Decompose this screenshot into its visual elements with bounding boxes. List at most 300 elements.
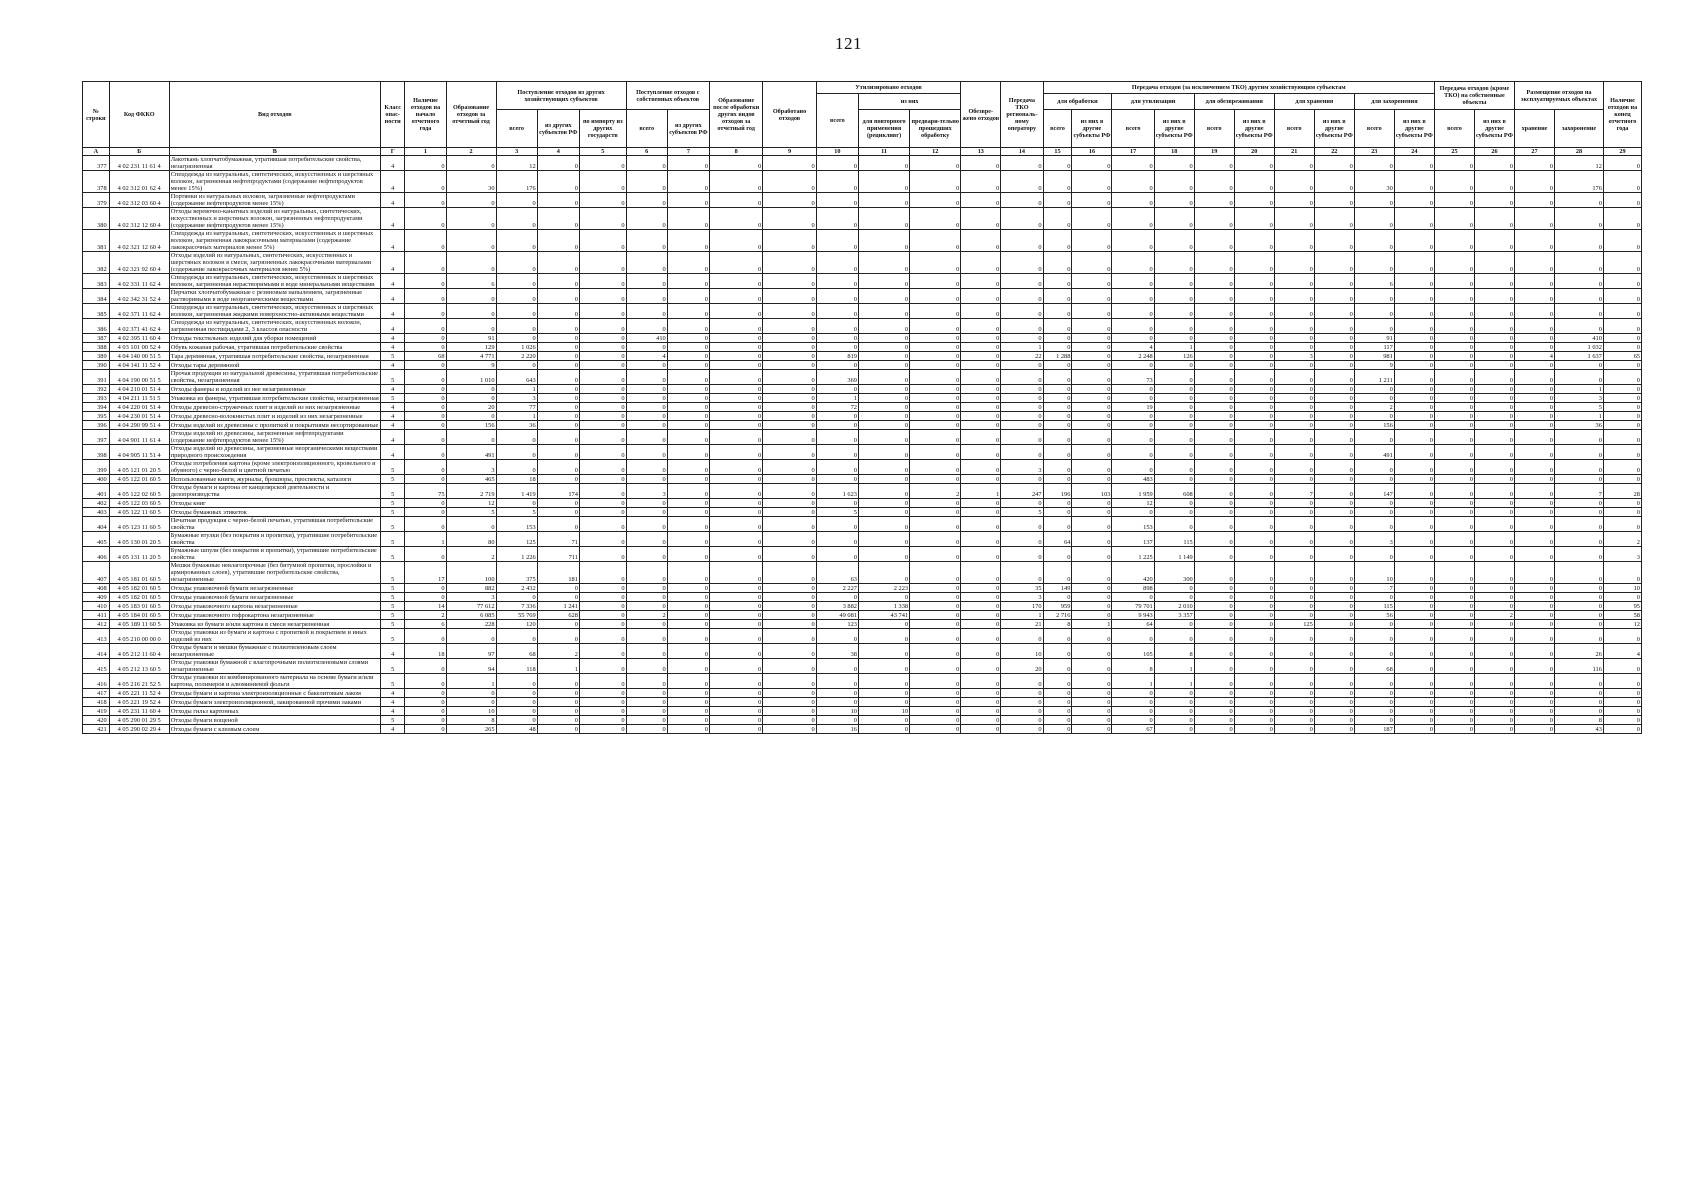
value-cell: 0 bbox=[1603, 499, 1641, 508]
value-cell: 0 bbox=[667, 403, 709, 412]
value-cell: 0 bbox=[910, 230, 961, 252]
value-cell: 0 bbox=[1234, 659, 1274, 674]
value-cell: 0 bbox=[1514, 620, 1554, 629]
value-cell: 1 bbox=[537, 659, 579, 674]
value-cell: 0 bbox=[1072, 593, 1112, 602]
value-cell: 0 bbox=[1603, 394, 1641, 403]
row-number: 411 bbox=[83, 611, 110, 620]
value-cell: 0 bbox=[1274, 156, 1314, 171]
value-cell: 0 bbox=[1154, 508, 1194, 517]
column-index: 4 bbox=[537, 148, 579, 156]
value-cell: 0 bbox=[710, 460, 763, 475]
value-cell: 0 bbox=[1603, 274, 1641, 289]
value-cell: 0 bbox=[1274, 319, 1314, 334]
value-cell: 0 bbox=[961, 689, 1001, 698]
table-row bbox=[83, 370, 1642, 385]
value-cell: 0 bbox=[763, 484, 816, 499]
value-cell: 0 bbox=[1474, 698, 1514, 707]
value-cell: 0 bbox=[763, 156, 816, 171]
row-number: 401 bbox=[83, 484, 110, 499]
value-cell: 0 bbox=[1274, 716, 1314, 725]
value-cell: 0 bbox=[1314, 460, 1354, 475]
value-cell: 0 bbox=[1234, 230, 1274, 252]
value-cell: 0 bbox=[579, 361, 626, 370]
value-cell: 0 bbox=[858, 644, 909, 659]
value-cell: 628 bbox=[537, 611, 579, 620]
value-cell: 0 bbox=[858, 517, 909, 532]
value-cell: 0 bbox=[858, 421, 909, 430]
value-cell: 0 bbox=[710, 319, 763, 334]
value-cell: 0 bbox=[1043, 370, 1072, 385]
value-cell: 0 bbox=[763, 499, 816, 508]
value-cell: 0 bbox=[1314, 156, 1354, 171]
value-cell: 0 bbox=[626, 208, 667, 230]
value-cell: 0 bbox=[1474, 403, 1514, 412]
value-cell: 0 bbox=[1112, 361, 1154, 370]
value-cell: 0 bbox=[446, 430, 496, 445]
value-cell: 0 bbox=[1354, 430, 1394, 445]
fkko-code: 4 04 211 11 51 5 bbox=[109, 394, 169, 403]
value-cell: 28 bbox=[1603, 484, 1641, 499]
value-cell: 0 bbox=[626, 584, 667, 593]
fkko-code: 4 04 901 11 61 4 bbox=[109, 430, 169, 445]
value-cell: 0 bbox=[446, 230, 496, 252]
row-number: 393 bbox=[83, 394, 110, 403]
value-cell: 0 bbox=[1354, 620, 1394, 629]
value-cell: 0 bbox=[496, 445, 537, 460]
value-cell: 0 bbox=[1154, 274, 1194, 289]
value-cell: 0 bbox=[1474, 274, 1514, 289]
value-cell: 0 bbox=[1274, 707, 1314, 716]
value-cell: 0 bbox=[858, 352, 909, 361]
value-cell: 1 bbox=[405, 532, 446, 547]
value-cell: 0 bbox=[1434, 517, 1474, 532]
value-cell: 0 bbox=[537, 412, 579, 421]
value-cell: 0 bbox=[1154, 445, 1194, 460]
value-cell: 0 bbox=[1274, 611, 1314, 620]
value-cell: 0 bbox=[1555, 629, 1604, 644]
value-cell: 0 bbox=[579, 517, 626, 532]
hazard-class: 4 bbox=[380, 319, 404, 334]
value-cell: 0 bbox=[816, 421, 858, 430]
value-cell: 0 bbox=[1154, 475, 1194, 484]
value-cell: 0 bbox=[1394, 620, 1434, 629]
value-cell: 0 bbox=[579, 644, 626, 659]
hazard-class: 5 bbox=[380, 620, 404, 629]
fkko-code: 4 05 290 01 29 5 bbox=[109, 716, 169, 725]
fkko-code: 4 04 140 00 51 5 bbox=[109, 352, 169, 361]
value-cell: 0 bbox=[1194, 620, 1234, 629]
value-cell: 0 bbox=[858, 508, 909, 517]
row-number: 398 bbox=[83, 445, 110, 460]
value-cell: 12 bbox=[1112, 499, 1154, 508]
value-cell: 0 bbox=[1072, 343, 1112, 352]
row-number: 380 bbox=[83, 208, 110, 230]
value-cell: 0 bbox=[1234, 385, 1274, 394]
value-cell: 0 bbox=[1274, 304, 1314, 319]
value-cell: 0 bbox=[405, 370, 446, 385]
value-cell: 0 bbox=[1514, 343, 1554, 352]
value-cell: 0 bbox=[1043, 562, 1072, 584]
value-cell: 0 bbox=[1154, 403, 1194, 412]
value-cell: 0 bbox=[626, 725, 667, 734]
header-store-rf: из них в другие субъекты РФ bbox=[1314, 110, 1354, 148]
row-number: 379 bbox=[83, 193, 110, 208]
value-cell: 10 bbox=[816, 707, 858, 716]
value-cell: 0 bbox=[710, 385, 763, 394]
hazard-class: 4 bbox=[380, 334, 404, 343]
value-cell: 58 bbox=[1603, 611, 1641, 620]
value-cell: 0 bbox=[763, 361, 816, 370]
value-cell: 1 026 bbox=[496, 343, 537, 352]
hazard-class: 4 bbox=[380, 361, 404, 370]
value-cell: 0 bbox=[405, 156, 446, 171]
row-number: 392 bbox=[83, 385, 110, 394]
fkko-code: 4 05 216 21 52 5 bbox=[109, 674, 169, 689]
value-cell: 420 bbox=[1112, 562, 1154, 584]
value-cell: 0 bbox=[496, 193, 537, 208]
value-cell: 0 bbox=[961, 725, 1001, 734]
value-cell: 0 bbox=[1274, 394, 1314, 403]
value-cell: 0 bbox=[961, 532, 1001, 547]
value-cell: 959 bbox=[1043, 602, 1072, 611]
value-cell: 0 bbox=[1603, 475, 1641, 484]
value-cell: 156 bbox=[1354, 421, 1394, 430]
fkko-code: 4 05 182 01 60 5 bbox=[109, 593, 169, 602]
value-cell: 3 bbox=[446, 460, 496, 475]
waste-name: Отходы упаковки бумажной с влагопрочными полиэтиленовыми слоями незагрязненные bbox=[169, 659, 380, 674]
value-cell: 0 bbox=[1314, 698, 1354, 707]
column-index: 5 bbox=[579, 148, 626, 156]
value-cell: 0 bbox=[1001, 193, 1043, 208]
value-cell: 0 bbox=[816, 674, 858, 689]
value-cell: 0 bbox=[1072, 508, 1112, 517]
value-cell: 0 bbox=[710, 252, 763, 274]
value-cell: 0 bbox=[1072, 370, 1112, 385]
waste-name: Отходы текстильных изделий для уборки помещений bbox=[169, 334, 380, 343]
value-cell: 0 bbox=[1514, 584, 1554, 593]
value-cell: 0 bbox=[1072, 562, 1112, 584]
value-cell: 0 bbox=[1001, 430, 1043, 445]
value-cell: 0 bbox=[710, 289, 763, 304]
value-cell: 0 bbox=[579, 394, 626, 403]
value-cell: 0 bbox=[1234, 171, 1274, 193]
table-row bbox=[83, 156, 1642, 171]
value-cell: 0 bbox=[626, 659, 667, 674]
value-cell: 0 bbox=[626, 361, 667, 370]
waste-table bbox=[82, 81, 1642, 734]
header-proc-rf: из них в другие субъекты РФ bbox=[1072, 110, 1112, 148]
value-cell: 0 bbox=[1354, 394, 1394, 403]
value-cell: 0 bbox=[763, 445, 816, 460]
column-index: 27 bbox=[1514, 148, 1554, 156]
table-row bbox=[83, 445, 1642, 460]
value-cell: 0 bbox=[1354, 499, 1394, 508]
value-cell: 0 bbox=[858, 319, 909, 334]
value-cell: 0 bbox=[1072, 659, 1112, 674]
row-number: 408 bbox=[83, 584, 110, 593]
value-cell: 0 bbox=[1001, 725, 1043, 734]
value-cell: 0 bbox=[537, 403, 579, 412]
value-cell: 0 bbox=[858, 430, 909, 445]
hazard-class: 4 bbox=[380, 156, 404, 171]
value-cell: 0 bbox=[961, 430, 1001, 445]
value-cell: 0 bbox=[1514, 370, 1554, 385]
value-cell: 0 bbox=[667, 319, 709, 334]
value-cell: 0 bbox=[1434, 385, 1474, 394]
column-index: 9 bbox=[763, 148, 816, 156]
value-cell: 0 bbox=[1394, 508, 1434, 517]
value-cell: 0 bbox=[1394, 334, 1434, 343]
value-cell: 0 bbox=[1603, 156, 1641, 171]
value-cell: 0 bbox=[1234, 484, 1274, 499]
value-cell: 0 bbox=[1001, 403, 1043, 412]
value-cell: 0 bbox=[1394, 644, 1434, 659]
waste-name: Лакоткань хлопчатобумажная, утратившая потребительские свойства, незагрязненная bbox=[169, 156, 380, 171]
value-cell: 65 bbox=[1603, 352, 1641, 361]
value-cell: 0 bbox=[496, 252, 537, 274]
value-cell: 0 bbox=[763, 230, 816, 252]
value-cell: 105 bbox=[1112, 644, 1154, 659]
row-number: 390 bbox=[83, 361, 110, 370]
value-cell: 0 bbox=[1194, 562, 1234, 584]
value-cell: 0 bbox=[1234, 584, 1274, 593]
value-cell: 0 bbox=[1001, 689, 1043, 698]
value-cell: 0 bbox=[1234, 394, 1274, 403]
waste-name: Отходы фанеры и изделий из нее незагрязненные bbox=[169, 385, 380, 394]
value-cell: 0 bbox=[816, 430, 858, 445]
value-cell: 0 bbox=[1354, 208, 1394, 230]
header-transfer: Передача отходов (за исключением ТКО) другим хозяйствующим субъектам bbox=[1043, 82, 1434, 94]
value-cell: 0 bbox=[667, 707, 709, 716]
table-row bbox=[83, 274, 1642, 289]
value-cell: 0 bbox=[1314, 562, 1354, 584]
value-cell: 0 bbox=[667, 230, 709, 252]
value-cell: 0 bbox=[858, 193, 909, 208]
value-cell: 156 bbox=[446, 421, 496, 430]
value-cell: 0 bbox=[1603, 334, 1641, 343]
header-t-neut: для обезвреживания bbox=[1194, 94, 1274, 110]
value-cell: 0 bbox=[1603, 508, 1641, 517]
value-cell: 0 bbox=[1154, 289, 1194, 304]
value-cell: 0 bbox=[667, 593, 709, 602]
value-cell: 0 bbox=[1194, 230, 1234, 252]
value-cell: 0 bbox=[763, 352, 816, 361]
header-start: Наличие отходов на начало отчетного года bbox=[405, 82, 446, 148]
value-cell: 0 bbox=[710, 370, 763, 385]
value-cell: 0 bbox=[910, 629, 961, 644]
row-number: 378 bbox=[83, 171, 110, 193]
value-cell: 0 bbox=[763, 412, 816, 421]
value-cell: 0 bbox=[763, 370, 816, 385]
value-cell: 0 bbox=[1001, 370, 1043, 385]
value-cell: 0 bbox=[910, 562, 961, 584]
value-cell: 0 bbox=[1154, 252, 1194, 274]
value-cell: 0 bbox=[1514, 252, 1554, 274]
header-neut-rf: из них в другие субъекты РФ bbox=[1234, 110, 1274, 148]
value-cell: 0 bbox=[405, 445, 446, 460]
value-cell: 3 bbox=[496, 394, 537, 403]
value-cell: 0 bbox=[763, 430, 816, 445]
value-cell: 0 bbox=[1001, 274, 1043, 289]
value-cell: 0 bbox=[405, 171, 446, 193]
value-cell: 0 bbox=[1394, 193, 1434, 208]
header-store-total: всего bbox=[1274, 110, 1314, 148]
value-cell: 0 bbox=[1555, 361, 1604, 370]
value-cell: 0 bbox=[1603, 629, 1641, 644]
value-cell: 0 bbox=[710, 445, 763, 460]
value-cell: 0 bbox=[537, 352, 579, 361]
waste-name: Отходы древесно-стружечных плит и изделий из них незагрязненные bbox=[169, 403, 380, 412]
value-cell: 3 bbox=[1001, 593, 1043, 602]
row-number: 396 bbox=[83, 421, 110, 430]
value-cell: 0 bbox=[1072, 421, 1112, 430]
table-row bbox=[83, 193, 1642, 208]
value-cell: 0 bbox=[1234, 689, 1274, 698]
value-cell: 1 032 bbox=[1555, 343, 1604, 352]
value-cell: 0 bbox=[1314, 403, 1354, 412]
value-cell: 0 bbox=[1434, 508, 1474, 517]
hazard-class: 4 bbox=[380, 412, 404, 421]
value-cell: 0 bbox=[710, 334, 763, 343]
waste-name: Отходы упаковки из комбинированного материала на основе бумаги и/или картона, полимеров и алюминиевой фольги bbox=[169, 674, 380, 689]
value-cell: 0 bbox=[1555, 584, 1604, 593]
value-cell: 0 bbox=[1434, 352, 1474, 361]
value-cell: 0 bbox=[910, 274, 961, 289]
value-cell: 0 bbox=[1314, 430, 1354, 445]
value-cell: 0 bbox=[1314, 532, 1354, 547]
value-cell: 1 bbox=[446, 674, 496, 689]
value-cell: 0 bbox=[1072, 385, 1112, 394]
value-cell: 0 bbox=[816, 698, 858, 707]
value-cell: 0 bbox=[405, 698, 446, 707]
value-cell: 0 bbox=[1555, 252, 1604, 274]
value-cell: 0 bbox=[537, 517, 579, 532]
value-cell: 0 bbox=[1514, 412, 1554, 421]
value-cell: 0 bbox=[1072, 517, 1112, 532]
value-cell: 0 bbox=[1194, 716, 1234, 725]
value-cell: 0 bbox=[1112, 193, 1154, 208]
value-cell: 0 bbox=[1194, 319, 1234, 334]
value-cell: 0 bbox=[910, 370, 961, 385]
value-cell: 0 bbox=[1274, 698, 1314, 707]
value-cell: 0 bbox=[1274, 412, 1314, 421]
value-cell: 0 bbox=[961, 674, 1001, 689]
value-cell: 0 bbox=[763, 602, 816, 611]
value-cell: 0 bbox=[1043, 593, 1072, 602]
value-cell: 0 bbox=[1314, 517, 1354, 532]
value-cell: 0 bbox=[858, 343, 909, 352]
fkko-code: 4 04 210 01 51 4 bbox=[109, 385, 169, 394]
value-cell: 0 bbox=[1603, 385, 1641, 394]
column-index: 16 bbox=[1072, 148, 1112, 156]
value-cell: 2 bbox=[446, 547, 496, 562]
value-cell: 0 bbox=[710, 584, 763, 593]
value-cell: 0 bbox=[1474, 644, 1514, 659]
value-cell: 0 bbox=[579, 193, 626, 208]
value-cell: 1 bbox=[1154, 343, 1194, 352]
value-cell: 0 bbox=[961, 562, 1001, 584]
column-index: 23 bbox=[1354, 148, 1394, 156]
table-row bbox=[83, 171, 1642, 193]
value-cell: 0 bbox=[667, 171, 709, 193]
value-cell: 0 bbox=[858, 394, 909, 403]
hazard-class: 4 bbox=[380, 698, 404, 707]
value-cell: 0 bbox=[1234, 361, 1274, 370]
value-cell: 0 bbox=[1514, 385, 1554, 394]
value-cell: 0 bbox=[405, 334, 446, 343]
value-cell: 0 bbox=[1603, 445, 1641, 460]
value-cell: 0 bbox=[1194, 484, 1234, 499]
value-cell: 0 bbox=[1314, 499, 1354, 508]
value-cell: 0 bbox=[910, 421, 961, 430]
column-index: 1 bbox=[405, 148, 446, 156]
value-cell: 0 bbox=[910, 611, 961, 620]
fkko-code: 4 05 182 01 60 5 bbox=[109, 584, 169, 593]
value-cell: 0 bbox=[537, 385, 579, 394]
value-cell: 0 bbox=[626, 499, 667, 508]
value-cell: 0 bbox=[405, 430, 446, 445]
value-cell: 0 bbox=[710, 361, 763, 370]
value-cell: 0 bbox=[1314, 352, 1354, 361]
table-row bbox=[83, 725, 1642, 734]
value-cell: 0 bbox=[910, 304, 961, 319]
table-row bbox=[83, 620, 1642, 629]
value-cell: 0 bbox=[537, 334, 579, 343]
value-cell: 0 bbox=[1603, 689, 1641, 698]
value-cell: 0 bbox=[537, 230, 579, 252]
value-cell: 153 bbox=[1112, 517, 1154, 532]
value-cell: 0 bbox=[1194, 517, 1234, 532]
value-cell: 64 bbox=[1043, 532, 1072, 547]
header-ownobj-total: всего bbox=[1434, 110, 1474, 148]
value-cell: 1 010 bbox=[446, 370, 496, 385]
value-cell: 0 bbox=[667, 304, 709, 319]
value-cell: 0 bbox=[626, 445, 667, 460]
fkko-code: 4 05 183 01 60 5 bbox=[109, 602, 169, 611]
row-number: 421 bbox=[83, 725, 110, 734]
value-cell: 0 bbox=[816, 593, 858, 602]
value-cell: 0 bbox=[1274, 602, 1314, 611]
row-number: 389 bbox=[83, 352, 110, 361]
value-cell: 116 bbox=[1555, 659, 1604, 674]
value-cell: 0 bbox=[1555, 689, 1604, 698]
value-cell: 0 bbox=[763, 208, 816, 230]
value-cell: 0 bbox=[1043, 289, 1072, 304]
table-row bbox=[83, 698, 1642, 707]
value-cell: 0 bbox=[710, 394, 763, 403]
value-cell: 0 bbox=[537, 274, 579, 289]
value-cell: 0 bbox=[1001, 334, 1043, 343]
hazard-class: 5 bbox=[380, 674, 404, 689]
table-row bbox=[83, 352, 1642, 361]
value-cell: 0 bbox=[1194, 412, 1234, 421]
value-cell: 3 bbox=[1555, 394, 1604, 403]
value-cell: 18 bbox=[405, 644, 446, 659]
column-index: 13 bbox=[961, 148, 1001, 156]
value-cell: 0 bbox=[1514, 593, 1554, 602]
value-cell: 0 bbox=[1072, 698, 1112, 707]
value-cell: 643 bbox=[496, 370, 537, 385]
value-cell: 196 bbox=[1043, 484, 1072, 499]
value-cell: 0 bbox=[1474, 707, 1514, 716]
value-cell: 0 bbox=[496, 499, 537, 508]
value-cell: 0 bbox=[1234, 352, 1274, 361]
value-cell: 0 bbox=[1474, 343, 1514, 352]
value-cell: 0 bbox=[1001, 412, 1043, 421]
value-cell: 0 bbox=[961, 361, 1001, 370]
value-cell: 0 bbox=[405, 508, 446, 517]
